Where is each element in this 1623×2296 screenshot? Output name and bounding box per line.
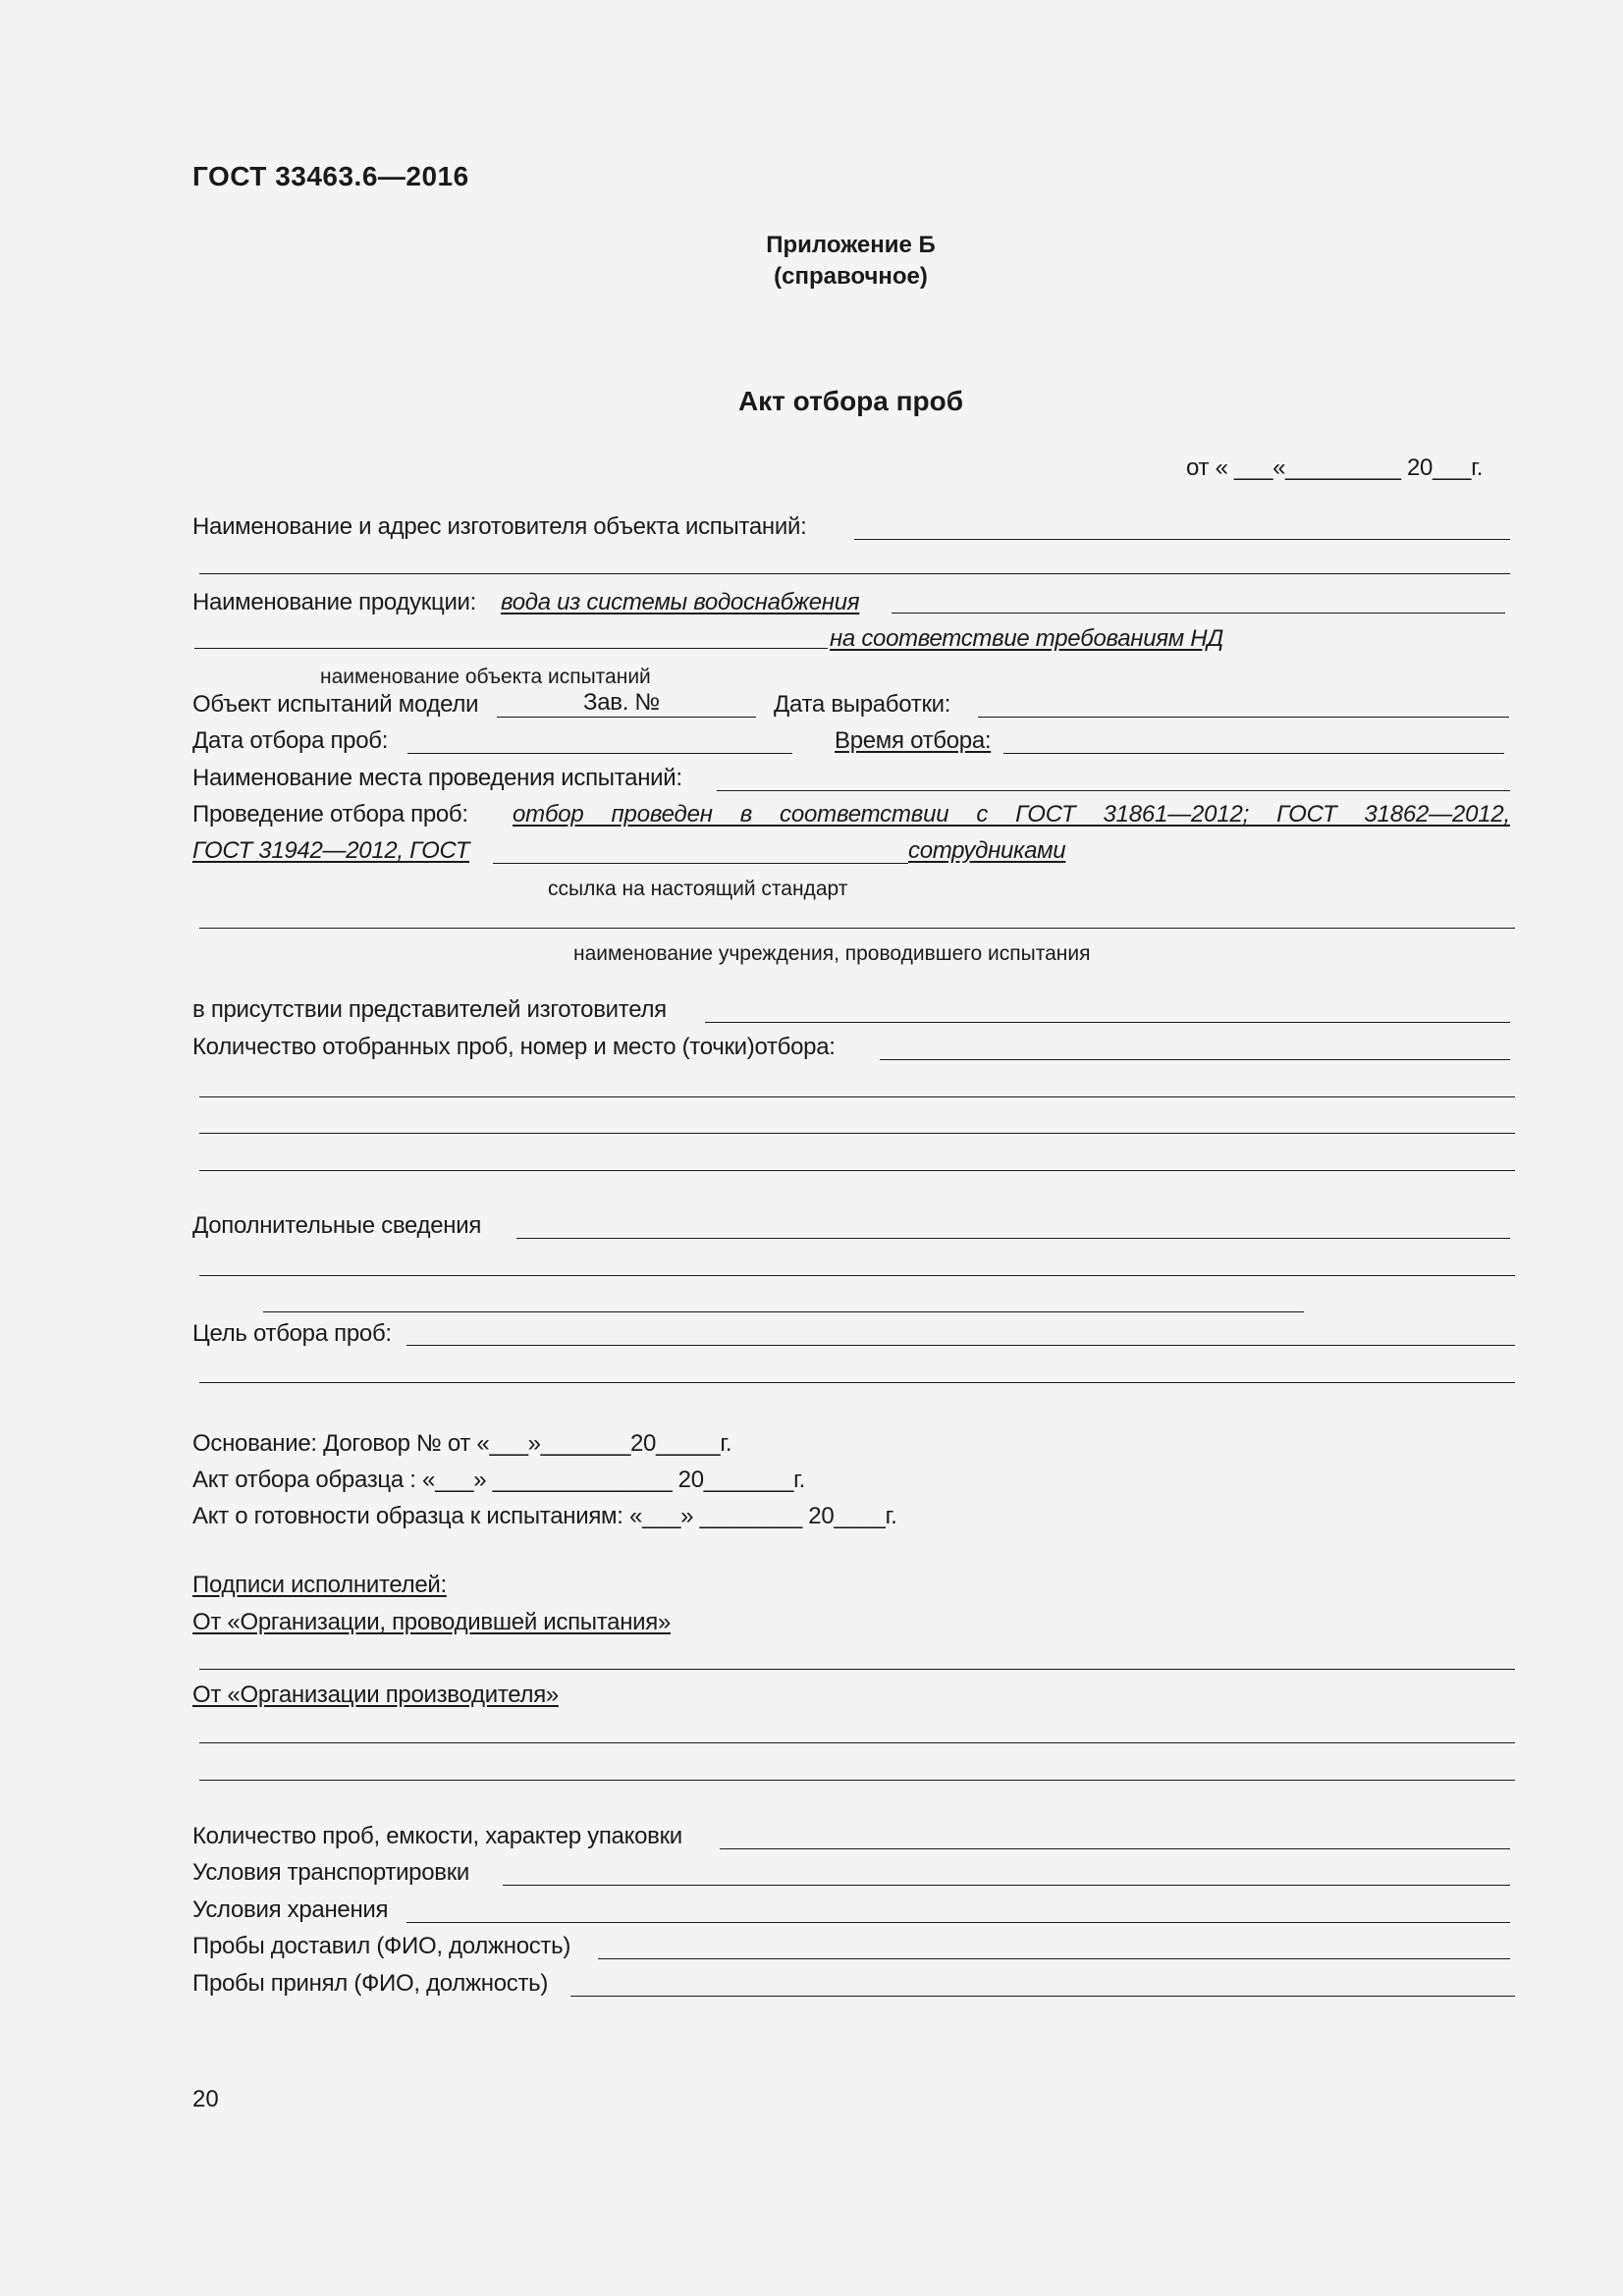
storage-label: Условия хранения — [192, 1896, 389, 1923]
producer-org-signature-field[interactable] — [199, 1742, 1515, 1743]
quantity-field-2[interactable] — [199, 1096, 1515, 1097]
sampling-label: Проведение отбора проб: — [192, 801, 468, 828]
standard-field[interactable] — [493, 863, 908, 864]
quantity-field[interactable] — [880, 1059, 1510, 1060]
compliance-text: на соответствие требованиям НД — [830, 625, 1223, 652]
received-label: Пробы принял (ФИО, должность) — [192, 1970, 549, 1997]
sampling-date-field[interactable] — [407, 753, 792, 754]
appendix-title: Приложение Б — [766, 232, 936, 258]
manufacturer-field-2[interactable] — [199, 573, 1510, 574]
testing-org-signature-field[interactable] — [199, 1669, 1515, 1670]
purpose-field[interactable] — [406, 1345, 1515, 1346]
producer-org-signature-field-2[interactable] — [199, 1780, 1515, 1781]
packaging-label: Количество проб, емкости, характер упаковки — [192, 1823, 682, 1849]
test-place-field[interactable] — [717, 790, 1510, 791]
purpose-field-2[interactable] — [199, 1382, 1515, 1383]
model-label: Объект испытаний модели — [192, 691, 479, 718]
institution-field[interactable] — [199, 928, 1515, 929]
contract-line: Основание: Договор № от «___»_______20_____г. — [192, 1430, 732, 1457]
signatures-title: Подписи исполнителей: — [192, 1572, 447, 1598]
storage-field[interactable] — [406, 1922, 1510, 1923]
sampling-value-2: ГОСТ 31942—2012, ГОСТ — [192, 837, 470, 864]
delivered-label: Пробы доставил (ФИО, должность) — [192, 1933, 571, 1959]
manufacturer-label: Наименование и адрес изготовителя объекта испытаний: — [192, 513, 807, 540]
quantity-field-4[interactable] — [199, 1170, 1515, 1171]
additional-field-3[interactable] — [263, 1311, 1304, 1312]
production-date-label: Дата выработки: — [774, 691, 951, 718]
transport-label: Условия транспортировки — [192, 1859, 470, 1886]
sample-act-line: Акт отбора образца : «___» ______________ 20_______г. — [192, 1467, 805, 1493]
product-field[interactable] — [892, 613, 1505, 614]
presence-field[interactable] — [705, 1022, 1510, 1023]
quantity-field-3[interactable] — [199, 1133, 1515, 1134]
product-value: вода из системы водоснабжения — [501, 589, 860, 615]
doc-title: Акт отбора проб — [737, 386, 964, 416]
document-code: ГОСТ 33463.6—2016 — [192, 161, 469, 191]
serial-label: Зав. № — [583, 689, 660, 716]
producer-org-label: От «Организации производителя» — [192, 1682, 559, 1708]
product-label: Наименование продукции: — [192, 589, 477, 615]
manufacturer-field[interactable] — [854, 539, 1510, 540]
test-place-label: Наименование места проведения испытаний: — [192, 765, 682, 791]
ready-act-line: Акт о готовности образца к испытаниям: «___» ________ 20____г. — [192, 1503, 897, 1529]
standard-hint: ссылка на настоящий стандарт — [548, 878, 848, 900]
transport-field[interactable] — [503, 1885, 1510, 1886]
staff-text: сотрудниками — [908, 837, 1066, 864]
sampling-value-1: отбор проведен в соответствии с ГОСТ 31861—2012; ГОСТ 31862—2012, — [513, 801, 1510, 828]
date-line: от « ___«_________ 20___г. — [1186, 454, 1484, 481]
received-field[interactable] — [570, 1996, 1515, 1997]
packaging-field[interactable] — [720, 1848, 1510, 1849]
quantity-label: Количество отобранных проб, номер и место (точки)отбора: — [192, 1034, 836, 1060]
additional-field[interactable] — [516, 1238, 1510, 1239]
sampling-date-label: Дата отбора проб: — [192, 727, 389, 754]
product-field-2[interactable] — [194, 648, 828, 649]
purpose-label: Цель отбора проб: — [192, 1320, 392, 1347]
model-field[interactable] — [497, 717, 756, 718]
object-hint: наименование объекта испытаний — [320, 666, 651, 688]
additional-field-2[interactable] — [199, 1275, 1515, 1276]
production-date-field[interactable] — [978, 717, 1509, 718]
institution-hint: наименование учреждения, проводившего испытания — [573, 942, 1091, 965]
presence-label: в присутствии представителей изготовителя — [192, 996, 667, 1023]
delivered-field[interactable] — [598, 1958, 1510, 1959]
appendix-subtitle: (справочное) — [774, 263, 928, 290]
sampling-time-label: Время отбора: — [835, 727, 992, 754]
page-number: 20 — [192, 2086, 219, 2112]
additional-label: Дополнительные сведения — [192, 1212, 482, 1239]
sampling-time-field[interactable] — [1003, 753, 1504, 754]
testing-org-label: От «Организации, проводившей испытания» — [192, 1609, 672, 1635]
